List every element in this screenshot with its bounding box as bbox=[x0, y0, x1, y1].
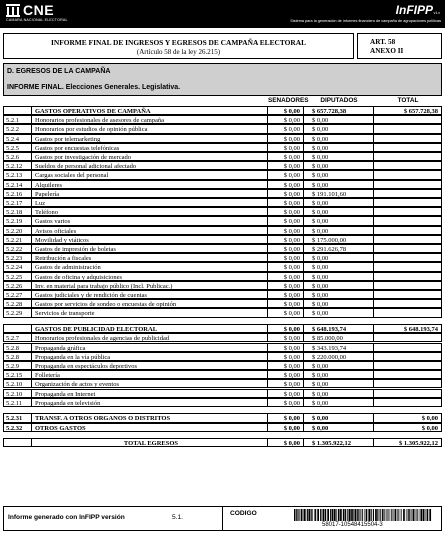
table-row bbox=[3, 343, 442, 352]
row-description: Propaganda en Internet bbox=[32, 389, 268, 398]
row-diputados: $ 657.728,38 bbox=[304, 106, 374, 115]
table-row bbox=[3, 161, 442, 170]
row-code: 5.2.9 bbox=[3, 361, 32, 370]
row-senadores: $ 0,00 bbox=[268, 272, 304, 281]
row-senadores: $ 0,00 bbox=[268, 379, 304, 388]
row-senadores: $ 0,00 bbox=[268, 152, 304, 161]
row-diputados: $ 0,00 bbox=[304, 281, 374, 290]
cne-logo-subtitle: CAMARA NACIONAL ELECTORAL bbox=[6, 18, 68, 22]
table-row bbox=[3, 143, 442, 152]
row-code: 5.2.28 bbox=[3, 299, 32, 308]
row-total bbox=[374, 352, 442, 361]
row-senadores: $ 0,00 bbox=[268, 413, 304, 422]
row-code: 5.2.1 bbox=[3, 115, 32, 124]
col-total: TOTAL bbox=[397, 97, 419, 104]
column-headers bbox=[3, 96, 442, 105]
footer-divider bbox=[222, 507, 223, 530]
row-diputados: $ 0,00 bbox=[304, 161, 374, 170]
row-senadores: $ 0,00 bbox=[268, 281, 304, 290]
row-total bbox=[374, 379, 442, 388]
row-code: 5.2.5 bbox=[3, 143, 32, 152]
table-row bbox=[3, 152, 442, 161]
row-senadores: $ 0,00 bbox=[268, 333, 304, 342]
row-senadores: $ 0,00 bbox=[268, 253, 304, 262]
row-senadores: $ 0,00 bbox=[268, 438, 304, 447]
barcode-icon bbox=[294, 509, 434, 521]
table-row bbox=[3, 262, 442, 271]
table-row bbox=[3, 281, 442, 290]
col-senadores: SENADORES bbox=[268, 97, 309, 104]
row-description: Papelería bbox=[32, 189, 268, 198]
row-description: Honorarios por estudios de opinión pública bbox=[32, 124, 268, 133]
row-total bbox=[374, 253, 442, 262]
row-total bbox=[374, 235, 442, 244]
row-description: Folletería bbox=[32, 370, 268, 379]
header-band bbox=[0, 0, 445, 28]
row-description: Gastos de oficina y adquisiciones bbox=[32, 272, 268, 281]
row-code: 5.2.11 bbox=[3, 398, 32, 407]
row-senadores: $ 0,00 bbox=[268, 161, 304, 170]
table-row bbox=[3, 290, 442, 299]
row-senadores: $ 0,00 bbox=[268, 361, 304, 370]
table-subtotal-row bbox=[3, 438, 442, 447]
table-row bbox=[3, 352, 442, 361]
row-code: 5.2.17 bbox=[3, 198, 32, 207]
row-code: 5.2.4 bbox=[3, 134, 32, 143]
row-code: 5.2.16 bbox=[3, 189, 32, 198]
row-senadores: $ 0,00 bbox=[268, 343, 304, 352]
row-description: Honorarios profesionales de agencias de publicidad bbox=[32, 333, 268, 342]
anexo-label: ANEXO II bbox=[370, 47, 404, 55]
row-code: 5.2.2 bbox=[3, 124, 32, 133]
row-diputados: $ 0,00 bbox=[304, 152, 374, 161]
table-row bbox=[3, 189, 442, 198]
table-row bbox=[3, 198, 442, 207]
row-description: Propaganda en espectáculos deportivos bbox=[32, 361, 268, 370]
row-senadores: $ 0,00 bbox=[268, 299, 304, 308]
table-row bbox=[3, 389, 442, 398]
generated-by-label: Informe generado con InFIPP versión bbox=[8, 514, 125, 521]
row-description: Propaganda gráfica bbox=[32, 343, 268, 352]
cne-logo bbox=[4, 3, 90, 25]
table-row bbox=[3, 272, 442, 281]
row-description: Gastos por servicios de sondeo o encuestas de opinión bbox=[32, 299, 268, 308]
row-senadores: $ 0,00 bbox=[268, 290, 304, 299]
row-description: Movilidad y viáticos bbox=[32, 235, 268, 244]
row-description: Gastos de impresión de boletas bbox=[32, 244, 268, 253]
table-row bbox=[3, 180, 442, 189]
row-description: TOTAL EGRESOS bbox=[32, 438, 268, 447]
row-code: 5.2.10 bbox=[3, 389, 32, 398]
row-description: Gastos judiciales y de rendición de cuentas bbox=[32, 290, 268, 299]
row-description: Avisos oficiales bbox=[32, 226, 268, 235]
row-diputados: $ 0,00 bbox=[304, 423, 374, 432]
row-senadores: $ 0,00 bbox=[268, 216, 304, 225]
table-subtotal-row bbox=[3, 324, 442, 333]
report-subtitle: (Artículo 58 de la ley 26.215) bbox=[136, 48, 221, 56]
row-total bbox=[374, 361, 442, 370]
row-diputados: $ 220.000,00 bbox=[304, 352, 374, 361]
row-diputados: $ 0,00 bbox=[304, 308, 374, 317]
row-description: OTROS GASTOS bbox=[32, 423, 268, 432]
row-description: Alquileres bbox=[32, 180, 268, 189]
table-row bbox=[3, 115, 442, 124]
row-senadores: $ 0,00 bbox=[268, 324, 304, 333]
row-diputados: $ 85.000,00 bbox=[304, 333, 374, 342]
row-senadores: $ 0,00 bbox=[268, 124, 304, 133]
row-senadores: $ 0,00 bbox=[268, 198, 304, 207]
row-total bbox=[374, 262, 442, 271]
row-code: 5.2.14 bbox=[3, 180, 32, 189]
row-total bbox=[374, 134, 442, 143]
row-description: Retribución a fiscales bbox=[32, 253, 268, 262]
row-code: 5.2.10 bbox=[3, 379, 32, 388]
row-diputados: $ 291.626,78 bbox=[304, 244, 374, 253]
table-row bbox=[3, 308, 442, 317]
row-senadores: $ 0,00 bbox=[268, 308, 304, 317]
footer bbox=[3, 506, 442, 531]
row-diputados: $ 0,00 bbox=[304, 398, 374, 407]
barcode-number: 58017-10548415504-3 bbox=[322, 522, 383, 528]
row-diputados: $ 1.305.922,12 bbox=[304, 438, 374, 447]
row-diputados: $ 0,00 bbox=[304, 180, 374, 189]
table-row bbox=[3, 134, 442, 143]
table-row bbox=[3, 244, 442, 253]
row-total bbox=[374, 152, 442, 161]
row-total: $ 0,00 bbox=[374, 423, 442, 432]
row-description: Gastos varios bbox=[32, 216, 268, 225]
row-total bbox=[374, 272, 442, 281]
table-row bbox=[3, 253, 442, 262]
row-code: 5.2.6 bbox=[3, 152, 32, 161]
row-total bbox=[374, 299, 442, 308]
row-diputados: $ 0,00 bbox=[304, 124, 374, 133]
table-row bbox=[3, 226, 442, 235]
row-total bbox=[374, 143, 442, 152]
row-total bbox=[374, 290, 442, 299]
row-total bbox=[374, 115, 442, 124]
row-senadores: $ 0,00 bbox=[268, 226, 304, 235]
row-diputados: $ 0,00 bbox=[304, 198, 374, 207]
table-row bbox=[3, 170, 442, 179]
row-senadores: $ 0,00 bbox=[268, 389, 304, 398]
row-senadores: $ 0,00 bbox=[268, 398, 304, 407]
row-code: 5.2.12 bbox=[3, 161, 32, 170]
row-senadores: $ 0,00 bbox=[268, 207, 304, 216]
row-code: 5.2.21 bbox=[3, 235, 32, 244]
row-code: 5.2.13 bbox=[3, 170, 32, 179]
article-box bbox=[357, 33, 442, 59]
row-senadores: $ 0,00 bbox=[268, 262, 304, 271]
row-total bbox=[374, 244, 442, 253]
row-diputados: $ 0,00 bbox=[304, 370, 374, 379]
row-description: Gastos de administración bbox=[32, 262, 268, 271]
row-senadores: $ 0,00 bbox=[268, 235, 304, 244]
row-diputados: $ 648.193,74 bbox=[304, 324, 374, 333]
row-code bbox=[3, 324, 32, 333]
row-diputados: $ 0,00 bbox=[304, 226, 374, 235]
row-senadores: $ 0,00 bbox=[268, 115, 304, 124]
row-total bbox=[374, 198, 442, 207]
version-value: 5.1. bbox=[172, 514, 183, 521]
row-total bbox=[374, 124, 442, 133]
row-diputados: $ 0,00 bbox=[304, 361, 374, 370]
row-total bbox=[374, 333, 442, 342]
row-total bbox=[374, 207, 442, 216]
row-description: Sueldos de personal adicional afectado bbox=[32, 161, 268, 170]
row-code: 5.2.15 bbox=[3, 370, 32, 379]
section-heading: D. EGRESOS DE LA CAMPAÑA bbox=[7, 68, 111, 75]
row-description: Gastos por encuestas telefónicas bbox=[32, 143, 268, 152]
row-senadores: $ 0,00 bbox=[268, 106, 304, 115]
row-description: GASTOS DE PUBLICIDAD ELECTORAL bbox=[32, 324, 268, 333]
row-total bbox=[374, 170, 442, 179]
row-code: 5.2.25 bbox=[3, 272, 32, 281]
row-total bbox=[374, 389, 442, 398]
table-row bbox=[3, 398, 442, 407]
row-diputados: $ 0,00 bbox=[304, 170, 374, 179]
row-code: 5.2.7 bbox=[3, 333, 32, 342]
row-description: GASTOS OPERATIVOS DE CAMPAÑA bbox=[32, 106, 268, 115]
row-diputados: $ 0,00 bbox=[304, 272, 374, 281]
row-senadores: $ 0,00 bbox=[268, 180, 304, 189]
table-row bbox=[3, 370, 442, 379]
row-description: Propaganda en televisión bbox=[32, 398, 268, 407]
code-label: CODIGO bbox=[230, 510, 257, 517]
table-row bbox=[3, 207, 442, 216]
row-code: 5.2.18 bbox=[3, 207, 32, 216]
row-code: 5.2.31 bbox=[3, 413, 32, 422]
row-diputados: $ 0,00 bbox=[304, 389, 374, 398]
row-code: 5.2.26 bbox=[3, 281, 32, 290]
row-senadores: $ 0,00 bbox=[268, 352, 304, 361]
row-description: Teléfono bbox=[32, 207, 268, 216]
table-row bbox=[3, 333, 442, 342]
table-row bbox=[3, 235, 442, 244]
row-diputados: $ 343.193,74 bbox=[304, 343, 374, 352]
table-row bbox=[3, 299, 442, 308]
row-total bbox=[374, 398, 442, 407]
row-description: TRANSF. A OTROS ORGANOS O DISTRITOS bbox=[32, 413, 268, 422]
row-diputados: $ 191.101,60 bbox=[304, 189, 374, 198]
row-code: 5.2.19 bbox=[3, 216, 32, 225]
row-total: $ 0,00 bbox=[374, 413, 442, 422]
row-description: Propaganda en la vía pública bbox=[32, 352, 268, 361]
row-diputados: $ 0,00 bbox=[304, 207, 374, 216]
table-row bbox=[3, 361, 442, 370]
row-description: Honorarios profesionales de asesores de campaña bbox=[32, 115, 268, 124]
row-total: $ 648.193,74 bbox=[374, 324, 442, 333]
row-diputados: $ 0,00 bbox=[304, 262, 374, 271]
row-total: $ 1.305.922,12 bbox=[374, 438, 442, 447]
row-diputados: $ 0,00 bbox=[304, 290, 374, 299]
row-diputados: $ 175.000,00 bbox=[304, 235, 374, 244]
row-code: 5.2.23 bbox=[3, 253, 32, 262]
header-description: Sistema para la generación de informes financiero de campaña de agrupaciones políticas bbox=[290, 19, 441, 23]
table-subtotal-row bbox=[3, 413, 442, 422]
row-description: Cargas sociales del personal bbox=[32, 170, 268, 179]
report-title: INFORME FINAL DE INGRESOS Y EGRESOS DE CAMPAÑA ELECTORAL bbox=[50, 38, 306, 47]
row-total: $ 657.728,38 bbox=[374, 106, 442, 115]
row-senadores: $ 0,00 bbox=[268, 244, 304, 253]
row-description: Gastos por telemarketing bbox=[32, 134, 268, 143]
row-code: 5.2.32 bbox=[3, 423, 32, 432]
row-total bbox=[374, 308, 442, 317]
row-senadores: $ 0,00 bbox=[268, 370, 304, 379]
row-diputados: $ 0,00 bbox=[304, 143, 374, 152]
row-diputados: $ 0,00 bbox=[304, 413, 374, 422]
infipp-suffix: v1.x bbox=[433, 11, 440, 15]
table-subtotal-row bbox=[3, 106, 442, 115]
row-total bbox=[374, 226, 442, 235]
row-senadores: $ 0,00 bbox=[268, 189, 304, 198]
row-code: 5.2.27 bbox=[3, 290, 32, 299]
row-code: 5.2.22 bbox=[3, 244, 32, 253]
table-row bbox=[3, 379, 442, 388]
article-label: ART. 58 bbox=[370, 38, 396, 46]
row-description: Inv. en material para trabajo público (Incl. Publicac.) bbox=[32, 281, 268, 290]
row-total bbox=[374, 216, 442, 225]
row-diputados: $ 0,00 bbox=[304, 216, 374, 225]
cne-logo-text: CNE bbox=[23, 2, 55, 18]
title-box bbox=[3, 33, 354, 59]
row-description: Servicios de transporte bbox=[32, 308, 268, 317]
section-subheading: INFORME FINAL. Elecciones Generales. Legislativa. bbox=[7, 84, 181, 91]
row-code bbox=[3, 106, 32, 115]
row-code: 5.2.24 bbox=[3, 262, 32, 271]
row-description: Gastos por investigación de mercado bbox=[32, 152, 268, 161]
section-band bbox=[3, 63, 442, 96]
row-diputados: $ 0,00 bbox=[304, 299, 374, 308]
row-total bbox=[374, 281, 442, 290]
row-senadores: $ 0,00 bbox=[268, 170, 304, 179]
row-code: 5.2.20 bbox=[3, 226, 32, 235]
row-total bbox=[374, 189, 442, 198]
row-code: 5.2.29 bbox=[3, 308, 32, 317]
row-description: Luz bbox=[32, 198, 268, 207]
infipp-brand: InFIPP bbox=[395, 3, 433, 17]
row-senadores: $ 0,00 bbox=[268, 143, 304, 152]
row-total bbox=[374, 161, 442, 170]
table-subtotal-row bbox=[3, 423, 442, 432]
row-senadores: $ 0,00 bbox=[268, 134, 304, 143]
row-description: Organización de actos y eventos bbox=[32, 379, 268, 388]
row-code: 5.2.8 bbox=[3, 343, 32, 352]
row-total bbox=[374, 343, 442, 352]
row-total bbox=[374, 370, 442, 379]
table-row bbox=[3, 216, 442, 225]
row-diputados: $ 0,00 bbox=[304, 134, 374, 143]
row-code: 5.2.8 bbox=[3, 352, 32, 361]
building-icon bbox=[6, 4, 20, 17]
row-senadores: $ 0,00 bbox=[268, 423, 304, 432]
row-total bbox=[374, 180, 442, 189]
row-diputados: $ 0,00 bbox=[304, 253, 374, 262]
table-row bbox=[3, 124, 442, 133]
row-diputados: $ 0,00 bbox=[304, 379, 374, 388]
row-diputados: $ 0,00 bbox=[304, 115, 374, 124]
row-code bbox=[3, 438, 32, 447]
col-diputados: DIPUTADOS bbox=[320, 97, 358, 104]
